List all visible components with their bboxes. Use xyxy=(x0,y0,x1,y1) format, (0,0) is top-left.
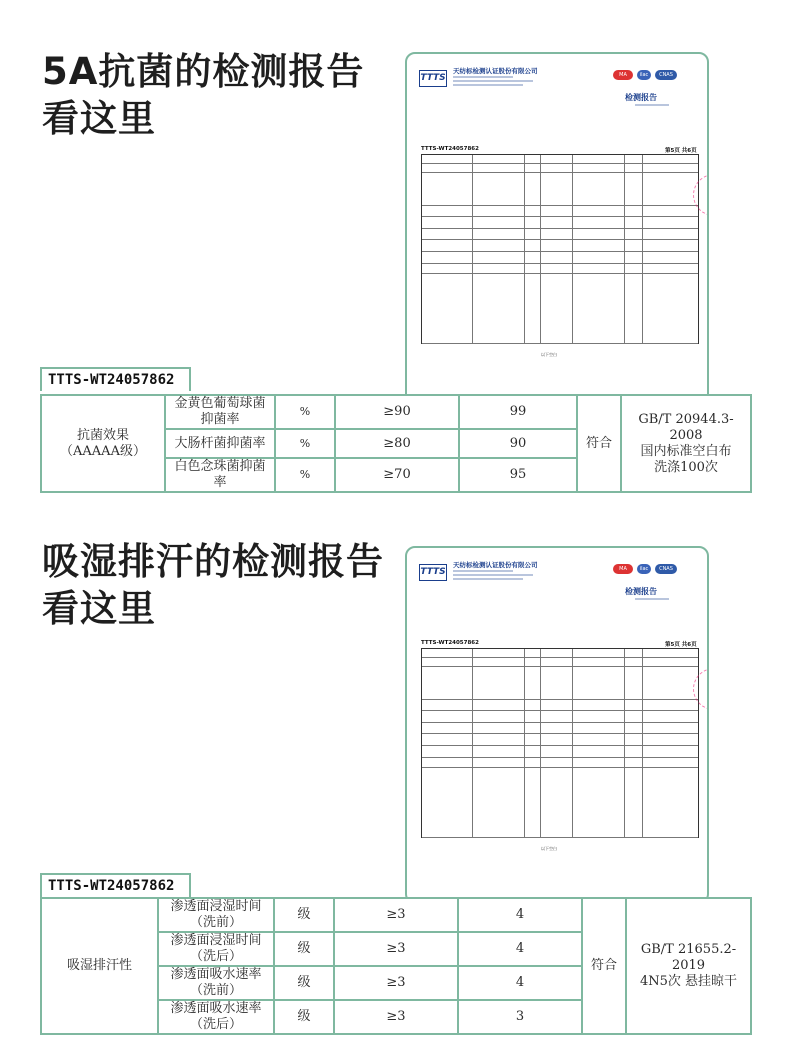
item-cell: 渗透面浸湿时间 （洗前） xyxy=(158,898,274,932)
report-page: 第5页 共6页 xyxy=(665,148,697,154)
limit-cell: ≥90 xyxy=(335,395,459,429)
certification-badges xyxy=(613,70,677,80)
item-cell: 金黄色葡萄球菌抑菌率 xyxy=(165,395,275,429)
item-cell: 渗透面吸水速率 （洗后） xyxy=(158,1000,274,1034)
report-title: 检测报告 xyxy=(625,587,657,596)
report-table-thumbnail xyxy=(421,154,699,344)
report-company-name: 天纺标检测认证股份有限公司 xyxy=(453,67,538,75)
report-footer: 以下空白 xyxy=(541,846,557,851)
cnas-badge-icon: CNAS xyxy=(655,70,677,80)
limit-cell: ≥3 xyxy=(334,932,458,966)
unit-cell: 级 xyxy=(274,1000,334,1034)
report-number-tag: TTTS-WT24057862 xyxy=(40,873,191,897)
result-cell: 90 xyxy=(459,429,577,458)
ma-badge-icon: MA xyxy=(613,70,633,80)
unit-cell: % xyxy=(275,458,335,492)
unit-cell: % xyxy=(275,429,335,458)
result-cell: 4 xyxy=(458,966,582,1000)
unit-cell: % xyxy=(275,395,335,429)
standard-cell: GB/T 21655.2-2019 4N5次 悬挂晾干 xyxy=(626,898,751,1034)
item-cell: 渗透面浸湿时间 （洗后） xyxy=(158,932,274,966)
result-cell: 4 xyxy=(458,898,582,932)
test-report-image xyxy=(405,52,709,412)
limit-cell: ≥3 xyxy=(334,966,458,1000)
report-footer: 以下空白 xyxy=(541,352,557,357)
category-cell xyxy=(41,395,165,492)
test-report-image xyxy=(405,546,709,904)
limit-cell: ≥3 xyxy=(334,898,458,932)
limit-cell: ≥3 xyxy=(334,1000,458,1034)
ilac-badge-icon: ilac xyxy=(637,564,651,574)
heading-line-2: 看这里 xyxy=(42,97,156,140)
report-table-thumbnail xyxy=(421,648,699,838)
ilac-badge-icon: ilac xyxy=(637,70,651,80)
item-cell: 白色念珠菌抑菌率 xyxy=(165,458,275,492)
moisture-wicking-results-table xyxy=(40,897,752,1035)
antibacterial-section xyxy=(0,0,790,500)
limit-cell: ≥80 xyxy=(335,429,459,458)
result-cell: 99 xyxy=(459,395,577,429)
standard-cell: GB/T 20944.3-2008 国内标准空白布 洗涤100次 xyxy=(621,395,751,492)
result-cell: 95 xyxy=(459,458,577,492)
table-row xyxy=(41,898,751,932)
category-cell: 吸湿排汗性 xyxy=(41,898,158,1034)
report-number: TTTS-WT24057862 xyxy=(421,146,479,152)
conclusion-cell: 符合 xyxy=(582,898,626,1034)
moisture-wicking-section xyxy=(0,500,790,1037)
report-company-name: 天纺标检测认证股份有限公司 xyxy=(453,561,538,569)
ttts-logo: TTTS xyxy=(419,70,447,87)
heading-line-1: 5A抗菌的检测报告 xyxy=(42,50,365,93)
unit-cell: 级 xyxy=(274,932,334,966)
limit-cell: ≥70 xyxy=(335,458,459,492)
result-cell: 3 xyxy=(458,1000,582,1034)
report-number: TTTS-WT24057862 xyxy=(421,640,479,646)
report-page: 第5页 共6页 xyxy=(665,642,697,648)
category-name: 抗菌效果 （AAAAA级） xyxy=(60,427,146,459)
table-row xyxy=(41,395,751,429)
cnas-badge-icon: CNAS xyxy=(655,564,677,574)
item-cell: 渗透面吸水速率 （洗前） xyxy=(158,966,274,1000)
antibacterial-results-table xyxy=(40,394,752,493)
conclusion-cell: 符合 xyxy=(577,395,621,492)
certification-badges xyxy=(613,564,677,574)
ttts-logo: TTTS xyxy=(419,564,447,581)
report-number-tag: TTTS-WT24057862 xyxy=(40,367,191,391)
section-heading xyxy=(42,48,364,142)
item-cell: 大肠杆菌抑菌率 xyxy=(165,429,275,458)
result-cell: 4 xyxy=(458,932,582,966)
unit-cell: 级 xyxy=(274,898,334,932)
unit-cell: 级 xyxy=(274,966,334,1000)
section-heading xyxy=(42,538,384,632)
ma-badge-icon: MA xyxy=(613,564,633,574)
report-title: 检测报告 xyxy=(625,93,657,102)
heading-line-2: 看这里 xyxy=(42,587,156,630)
heading-line-1: 吸湿排汗的检测报告 xyxy=(42,540,384,583)
